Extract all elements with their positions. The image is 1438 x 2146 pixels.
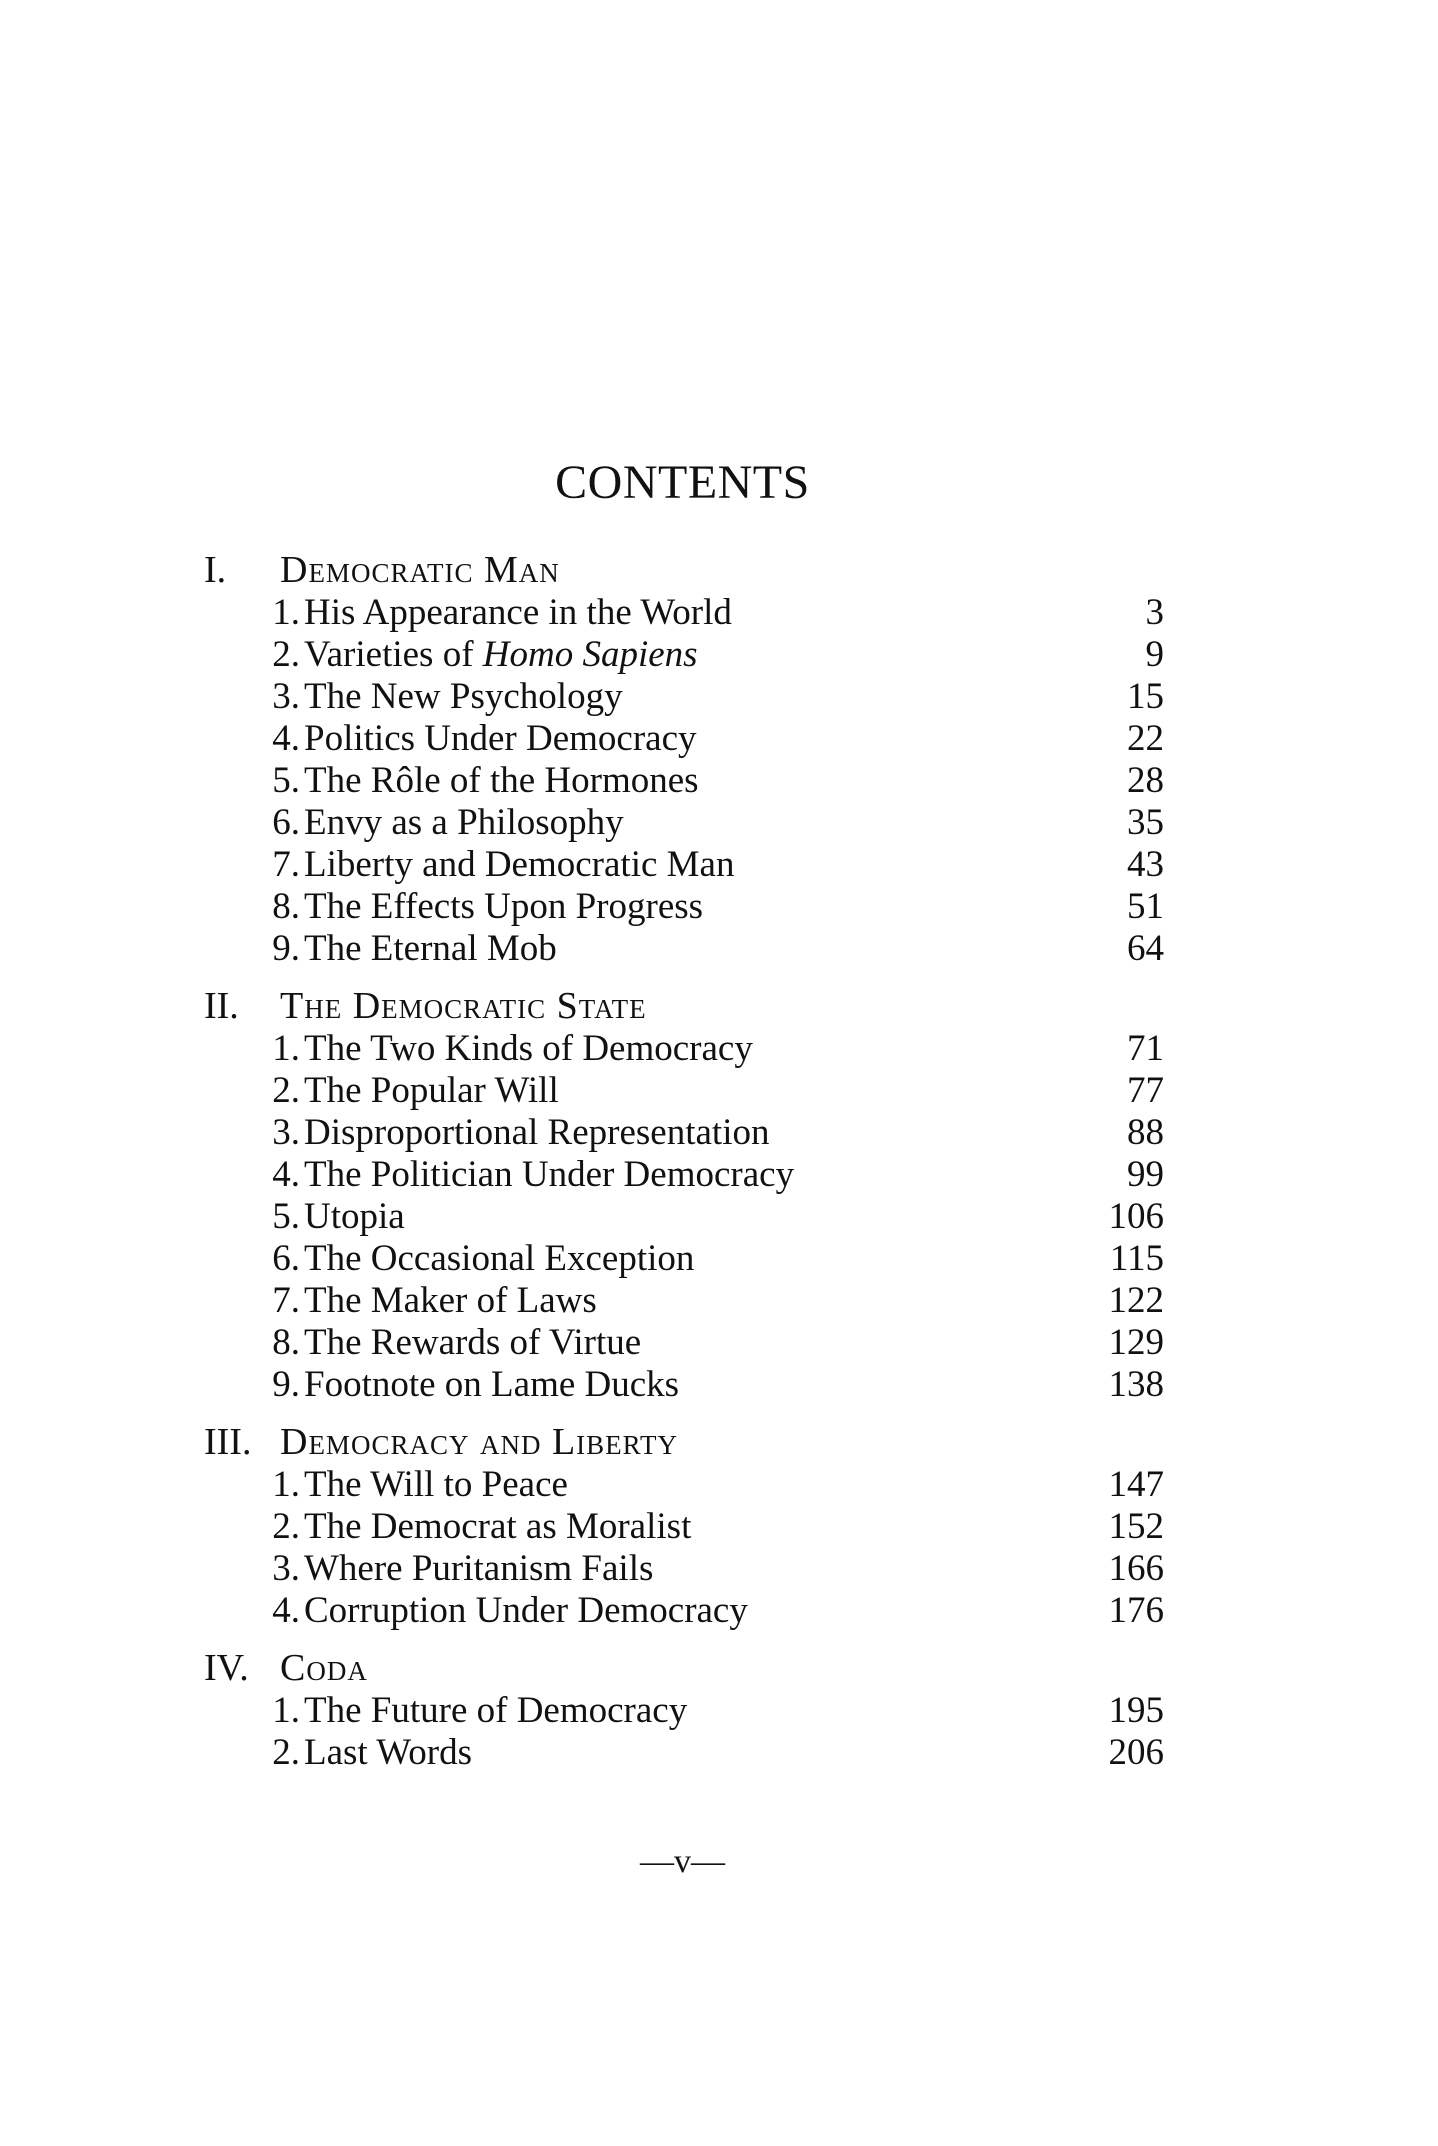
entry-number: 2. xyxy=(272,634,300,675)
toc-entry xyxy=(204,1548,1164,1590)
entry-page: 206 xyxy=(1108,1732,1164,1773)
entry-number: 1. xyxy=(272,1690,300,1731)
page-title: CONTENTS xyxy=(555,456,810,509)
entry-title: The Eternal Mob xyxy=(304,928,557,969)
entry-page: 147 xyxy=(1108,1464,1164,1505)
part-title: Democracy and Liberty xyxy=(280,1421,679,1463)
part-title: Coda xyxy=(280,1647,368,1689)
entry-number: 1. xyxy=(272,1028,300,1069)
entry-page: 51 xyxy=(1127,886,1164,927)
toc-entry xyxy=(204,1196,1164,1238)
entry-number: 6. xyxy=(272,802,300,843)
entry-page: 3 xyxy=(1145,592,1164,633)
entry-title-roman: Varieties of xyxy=(304,634,483,675)
entry-page: 122 xyxy=(1108,1280,1164,1321)
entry-title: Disproportional Representation xyxy=(304,1112,770,1153)
entry-number: 5. xyxy=(272,1196,300,1237)
entry-page: 77 xyxy=(1127,1070,1164,1111)
toc-entry xyxy=(204,1364,1164,1406)
part-3 xyxy=(204,1420,1164,1632)
entry-title: The Occasional Exception xyxy=(304,1238,695,1279)
entry-number: 8. xyxy=(272,886,300,927)
entry-number: 9. xyxy=(272,928,300,969)
part-number: III. xyxy=(204,1421,252,1463)
part-number: IV. xyxy=(204,1647,249,1689)
entry-title: His Appearance in the World xyxy=(304,592,732,633)
entry-page: 176 xyxy=(1108,1590,1164,1631)
toc-entry xyxy=(204,634,1164,676)
entry-page: 99 xyxy=(1127,1154,1164,1195)
table-of-contents xyxy=(204,548,1164,1788)
entry-title: Where Puritanism Fails xyxy=(304,1548,654,1589)
toc-entry xyxy=(204,1280,1164,1322)
entry-page: 129 xyxy=(1108,1322,1164,1363)
entry-title: Corruption Under Democracy xyxy=(304,1590,748,1631)
part-4 xyxy=(204,1646,1164,1774)
entry-title: Liberty and Democratic Man xyxy=(304,844,735,885)
toc-entry xyxy=(204,802,1164,844)
page-folio: —v— xyxy=(640,1843,725,1880)
entry-page: 115 xyxy=(1109,1238,1164,1279)
entry-title: Footnote on Lame Ducks xyxy=(304,1364,680,1405)
part-2 xyxy=(204,984,1164,1406)
entry-title: The Politician Under Democracy xyxy=(304,1154,795,1195)
entry-number: 3. xyxy=(272,1548,300,1589)
entry-number: 7. xyxy=(272,1280,300,1321)
toc-entry xyxy=(204,1732,1164,1774)
part-heading xyxy=(204,984,1164,1028)
entry-number: 4. xyxy=(272,1590,300,1631)
entry-number: 6. xyxy=(272,1238,300,1279)
toc-entry xyxy=(204,1070,1164,1112)
toc-entry xyxy=(204,1238,1164,1280)
entry-page: 106 xyxy=(1108,1196,1164,1237)
entry-page: 64 xyxy=(1127,928,1164,969)
entry-number: 9. xyxy=(272,1364,300,1405)
toc-entry xyxy=(204,1154,1164,1196)
entry-title: The Effects Upon Progress xyxy=(304,886,704,927)
entry-page: 152 xyxy=(1108,1506,1164,1547)
entry-number: 5. xyxy=(272,760,300,801)
entry-page: 15 xyxy=(1127,676,1164,717)
part-title: Democratic Man xyxy=(280,549,560,591)
entry-title: The Two Kinds of Democracy xyxy=(304,1028,753,1069)
toc-entry xyxy=(204,1590,1164,1632)
toc-entry xyxy=(204,1028,1164,1070)
toc-entry xyxy=(204,844,1164,886)
toc-entry xyxy=(204,718,1164,760)
toc-entry xyxy=(204,1464,1164,1506)
entry-page: 71 xyxy=(1127,1028,1164,1069)
toc-entry xyxy=(204,928,1164,970)
part-1 xyxy=(204,548,1164,970)
entry-title: The New Psychology xyxy=(304,676,623,717)
entry-title: The Maker of Laws xyxy=(304,1280,597,1321)
entry-title: The Rewards of Virtue xyxy=(304,1322,642,1363)
entry-number: 3. xyxy=(272,1112,300,1153)
entry-page: 28 xyxy=(1127,760,1164,801)
entry-page: 88 xyxy=(1127,1112,1164,1153)
entry-number: 3. xyxy=(272,676,300,717)
toc-entry xyxy=(204,592,1164,634)
part-number: II. xyxy=(204,985,239,1027)
entry-number: 4. xyxy=(272,718,300,759)
entry-number: 1. xyxy=(272,1464,300,1505)
toc-entry xyxy=(204,886,1164,928)
entry-title xyxy=(304,634,698,676)
entry-title: The Democrat as Moralist xyxy=(304,1506,692,1547)
toc-entry xyxy=(204,760,1164,802)
entry-page: 9 xyxy=(1145,634,1164,675)
part-heading xyxy=(204,1420,1164,1464)
entry-title: The Will to Peace xyxy=(304,1464,568,1505)
entry-number: 4. xyxy=(272,1154,300,1195)
entry-page: 35 xyxy=(1127,802,1164,843)
entry-title: Last Words xyxy=(304,1732,472,1773)
entry-title: The Popular Will xyxy=(304,1070,559,1111)
entry-title: The Rôle of the Hormones xyxy=(304,760,699,801)
entry-number: 2. xyxy=(272,1070,300,1111)
entry-page: 166 xyxy=(1108,1548,1164,1589)
entry-page: 43 xyxy=(1127,844,1164,885)
entry-page: 138 xyxy=(1108,1364,1164,1405)
part-number: I. xyxy=(204,549,227,591)
entry-page: 22 xyxy=(1127,718,1164,759)
toc-entry xyxy=(204,1112,1164,1154)
entry-number: 2. xyxy=(272,1506,300,1547)
entry-title: Envy as a Philosophy xyxy=(304,802,624,843)
toc-entry xyxy=(204,1322,1164,1364)
entry-number: 1. xyxy=(272,592,300,633)
entry-number: 7. xyxy=(272,844,300,885)
part-heading xyxy=(204,548,1164,592)
toc-entry xyxy=(204,676,1164,718)
part-heading xyxy=(204,1646,1164,1690)
entry-number: 8. xyxy=(272,1322,300,1363)
entry-title: Utopia xyxy=(304,1196,405,1237)
entry-title: Politics Under Democracy xyxy=(304,718,697,759)
entry-page: 195 xyxy=(1108,1690,1164,1731)
toc-entry xyxy=(204,1506,1164,1548)
entry-title: The Future of Democracy xyxy=(304,1690,688,1731)
entry-title-italic: Homo Sapiens xyxy=(482,634,698,675)
part-title: The Democratic State xyxy=(280,985,647,1027)
toc-entry xyxy=(204,1690,1164,1732)
entry-number: 2. xyxy=(272,1732,300,1773)
